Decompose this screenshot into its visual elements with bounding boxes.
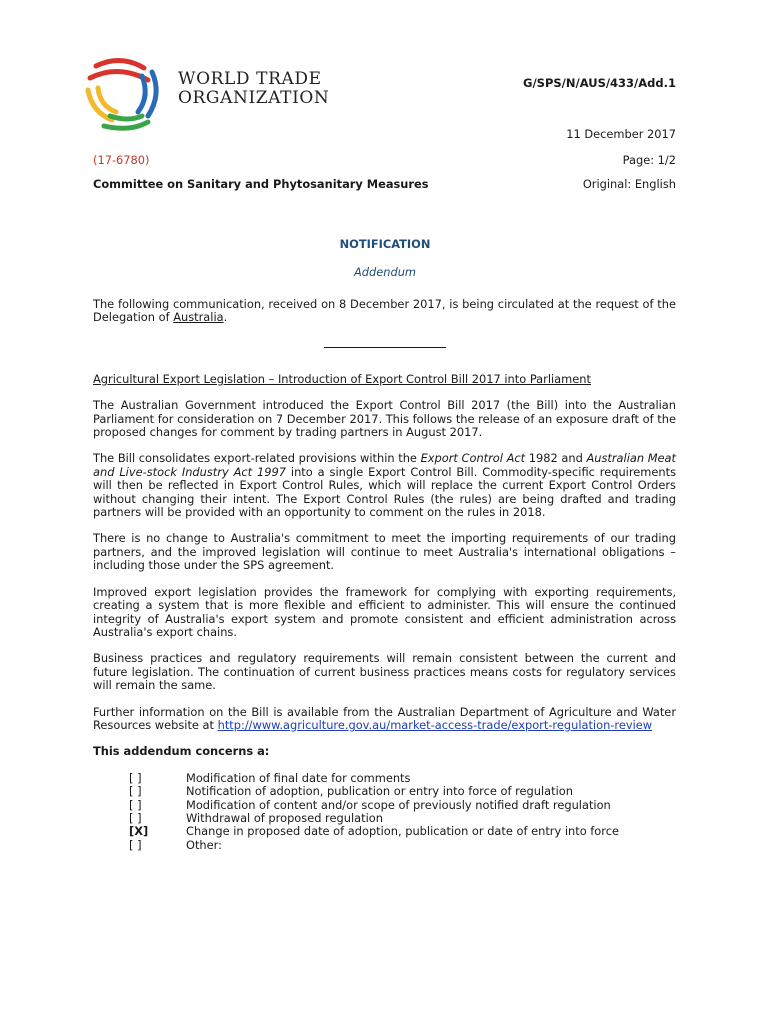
reference-number: (17-6780): [93, 153, 150, 167]
wto-logo: [82, 54, 342, 134]
document-body: [93, 298, 676, 852]
separator-line: [324, 347, 446, 348]
intro-end: .: [223, 310, 228, 325]
checklist-label: Modification of final date for comments: [186, 770, 411, 785]
checkbox-mark: [ ]: [129, 784, 142, 799]
checkbox-mark: [ ]: [129, 837, 142, 852]
addendum-checklist: [129, 772, 676, 852]
checklist-label: Withdrawal of proposed regulation: [186, 810, 383, 825]
document-date: 11 December 2017: [566, 127, 676, 141]
intro-country: Australia: [173, 310, 224, 325]
act-export-control: Export Control Act: [420, 451, 526, 466]
checklist-label: Other:: [186, 837, 222, 852]
checklist-item: [129, 799, 676, 812]
concerns-heading: This addendum concerns a:: [93, 744, 270, 759]
notification-title: NOTIFICATION: [339, 237, 431, 251]
intro-paragraph: [93, 298, 676, 325]
checklist-label: Notification of adoption, publication or entry into force of regulation: [186, 784, 573, 799]
paragraph-2-b: 1982 and: [525, 451, 587, 466]
paragraph-2-a: The Bill consolidates export-related provisions within the: [93, 451, 421, 466]
paragraph-6: [93, 706, 676, 733]
paragraph-6-text: Further information on the Bill is available from the Australian Department of Agriculture and Water Resources website at: [93, 704, 676, 732]
checklist-item: [129, 839, 676, 852]
org-name-line1: WORLD TRADE: [178, 69, 322, 89]
checkbox-mark: [ ]: [129, 797, 142, 812]
org-name-line2: ORGANIZATION: [178, 88, 330, 108]
checklist-item: [129, 812, 676, 825]
page-number: Page: 1/2: [622, 153, 676, 167]
original-language: Original: English: [582, 177, 676, 191]
checkbox-mark-checked: [X]: [129, 824, 149, 839]
paragraph-2-c: into a single Export Control Bill. Commodity-specific requirements will then be reflected in Export Control Rules, which will replace the current Export Control Orders without changing their intent. The Export Control Rules (the rules) are being drafted and trading partners will be provided with an opportunity to comment on the rules in 2018.: [93, 464, 677, 520]
paragraph-3: There is no change to Australia's commitment to meet the importing requirements of our trading partners, and the improved legislation will continue to meet Australia's international obligations – including those under the SPS agreement.: [93, 531, 676, 573]
checklist-item: [129, 772, 676, 785]
org-name: [178, 70, 329, 108]
wto-logo-icon: [82, 54, 172, 134]
act-meat-livestock: Australian Meat and Live-stock Industry Act 1997: [93, 451, 676, 479]
paragraph-5: Business practices and regulatory requirements will remain consistent between the current and future legislation. The continuation of current business practices means costs for regulatory services will remain the same.: [93, 651, 676, 693]
intro-text: The following communication, received on 8 December 2017, is being circulated at the request of the Delegation of: [93, 297, 676, 325]
checkbox-mark: [ ]: [129, 770, 142, 785]
paragraph-4: Improved export legislation provides the framework for complying with exporting requirements, creating a system that is more flexible and efficient to administer. This will ensure the continued integrity of Australia's export system and promote consistent and efficient administration across Australia's export chains.: [93, 584, 676, 639]
checklist-item: [129, 785, 676, 798]
checkbox-mark: [ ]: [129, 810, 142, 825]
checklist-item: [129, 825, 676, 838]
committee-name: Committee on Sanitary and Phytosanitary Measures: [93, 177, 429, 191]
regulation-review-link[interactable]: http://www.agriculture.gov.au/market-access-trade/export-regulation-review: [217, 717, 653, 732]
section-heading: Agricultural Export Legislation – Introduction of Export Control Bill 2017 into Parliament: [93, 371, 591, 386]
paragraph-1: The Australian Government introduced the Export Control Bill 2017 (the Bill) into the Australian Parliament for consideration on 7 December 2017. This follows the release of an exposure draft of the proposed changes for comment by trading partners in August 2017.: [93, 398, 676, 440]
document-symbol: G/SPS/N/AUS/433/Add.1: [523, 76, 676, 90]
addendum-subtitle: Addendum: [353, 265, 417, 279]
checklist-label: Change in proposed date of adoption, publication or date of entry into force: [186, 824, 619, 839]
paragraph-2: [93, 452, 676, 519]
checklist-label: Modification of content and/or scope of previously notified draft regulation: [186, 797, 611, 812]
